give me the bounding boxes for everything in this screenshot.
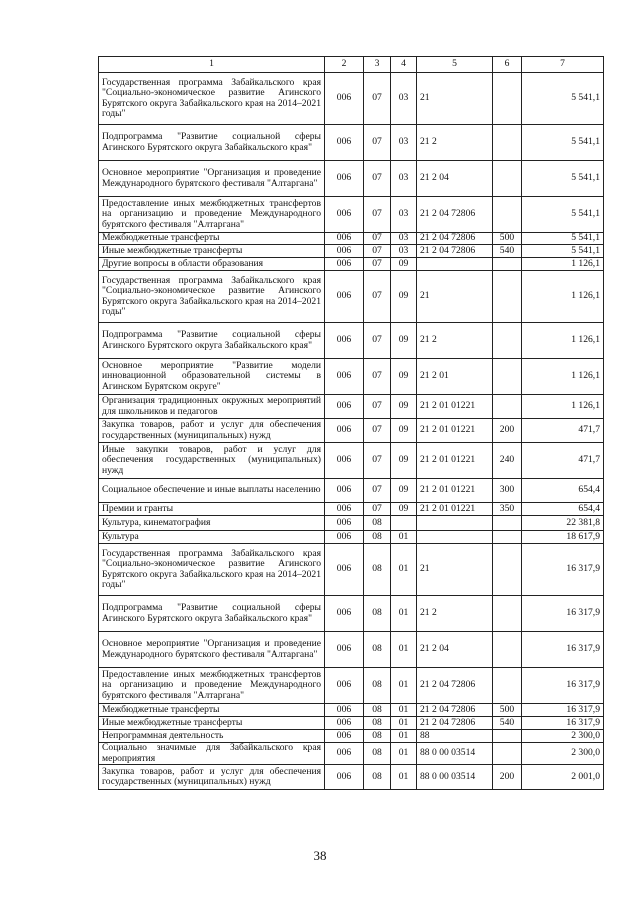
row-section: 08	[364, 730, 391, 743]
row-target-code: 21 2 01	[417, 359, 493, 395]
row-section: 08	[364, 704, 391, 717]
table-row	[99, 516, 604, 531]
row-expense-type	[493, 596, 522, 632]
row-ved: 006	[325, 271, 364, 323]
table-row	[99, 730, 604, 743]
row-target-code: 21 2 04	[417, 161, 493, 197]
table-row	[99, 323, 604, 359]
page-number: 38	[313, 848, 327, 863]
row-amount: 5 541,1	[522, 161, 604, 197]
row-target-code	[417, 258, 493, 271]
row-target-code	[417, 516, 493, 531]
row-name: Иные межбюджетные трансферты	[99, 245, 325, 258]
row-expense-type: 540	[493, 245, 522, 258]
row-target-code: 21 2	[417, 596, 493, 632]
row-target-code: 21	[417, 544, 493, 596]
table-row	[99, 258, 604, 271]
row-section: 07	[364, 125, 391, 161]
row-section: 07	[364, 503, 391, 516]
row-amount: 1 126,1	[522, 359, 604, 395]
table-row	[99, 765, 604, 790]
row-amount: 654,4	[522, 479, 604, 503]
row-subsection: 01	[391, 668, 417, 704]
row-expense-type	[493, 323, 522, 359]
row-ved: 006	[325, 479, 364, 503]
row-amount: 654,4	[522, 503, 604, 516]
row-subsection: 01	[391, 596, 417, 632]
row-ved: 006	[325, 668, 364, 704]
row-expense-type	[493, 531, 522, 544]
row-ved: 006	[325, 125, 364, 161]
row-ved: 006	[325, 516, 364, 531]
row-name: Государственная программа Забайкальского края "Социально-экономическое развитие Агинского Бурятского округа Забайкальского края на 2014–2021 годы"	[99, 271, 325, 323]
row-expense-type: 300	[493, 479, 522, 503]
row-name: Предоставление иных межбюджетных трансфертов на организацию и проведение Международного бурятского фестиваля "Алтаргана"	[99, 668, 325, 704]
row-expense-type	[493, 730, 522, 743]
row-name: Основное мероприятие "Организация и проведение Международного бурятского фестиваля "Алтаргана"	[99, 161, 325, 197]
row-amount: 5 541,1	[522, 197, 604, 233]
row-subsection: 09	[391, 271, 417, 323]
row-target-code: 21	[417, 73, 493, 125]
row-name: Предоставление иных межбюджетных трансфертов на организацию и проведение Международного бурятского фестиваля "Алтаргана"	[99, 197, 325, 233]
row-section: 07	[364, 443, 391, 479]
row-subsection: 03	[391, 125, 417, 161]
row-ved: 006	[325, 359, 364, 395]
row-ved: 006	[325, 544, 364, 596]
header-col-4: 4	[391, 57, 417, 73]
row-ved: 006	[325, 197, 364, 233]
row-amount: 1 126,1	[522, 323, 604, 359]
budget-table	[98, 56, 604, 790]
row-expense-type	[493, 271, 522, 323]
row-subsection: 03	[391, 161, 417, 197]
row-subsection: 01	[391, 730, 417, 743]
table-row	[99, 544, 604, 596]
header-col-3: 3	[364, 57, 391, 73]
row-amount: 16 317,9	[522, 668, 604, 704]
table-row	[99, 479, 604, 503]
row-ved: 006	[325, 245, 364, 258]
row-section: 07	[364, 197, 391, 233]
row-section: 07	[364, 479, 391, 503]
table-row	[99, 531, 604, 544]
row-subsection: 01	[391, 704, 417, 717]
row-name: Государственная программа Забайкальского края "Социально-экономическое развитие Агинского Бурятского округа Забайкальского края на 2014–2021 годы"	[99, 544, 325, 596]
row-target-code: 88 0 00 03514	[417, 765, 493, 790]
row-name: Межбюджетные трансферты	[99, 704, 325, 717]
row-section: 08	[364, 531, 391, 544]
row-ved: 006	[325, 632, 364, 668]
row-name: Основное мероприятие "Организация и проведение Международного бурятского фестиваля "Алтаргана"	[99, 632, 325, 668]
table-row	[99, 632, 604, 668]
row-expense-type: 500	[493, 233, 522, 245]
row-name: Другие вопросы в области образования	[99, 258, 325, 271]
row-target-code: 88	[417, 730, 493, 743]
row-subsection: 01	[391, 531, 417, 544]
row-ved: 006	[325, 161, 364, 197]
row-section: 08	[364, 596, 391, 632]
row-target-code: 21 2 04	[417, 632, 493, 668]
row-subsection: 09	[391, 503, 417, 516]
row-target-code: 21 2 04 72806	[417, 233, 493, 245]
row-amount: 1 126,1	[522, 258, 604, 271]
row-subsection: 09	[391, 258, 417, 271]
row-expense-type: 200	[493, 765, 522, 790]
row-expense-type: 240	[493, 443, 522, 479]
table-row	[99, 233, 604, 245]
row-amount: 22 381,8	[522, 516, 604, 531]
row-expense-type	[493, 73, 522, 125]
row-amount: 16 317,9	[522, 704, 604, 717]
row-name: Непрограммная деятельность	[99, 730, 325, 743]
header-col-2: 2	[325, 57, 364, 73]
row-name: Иные межбюджетные трансферты	[99, 717, 325, 730]
row-target-code: 21	[417, 271, 493, 323]
row-name: Иные закупки товаров, работ и услуг для обеспечения государственных (муниципальных) нужд	[99, 443, 325, 479]
row-section: 07	[364, 233, 391, 245]
row-expense-type	[493, 668, 522, 704]
row-section: 07	[364, 258, 391, 271]
header-col-6: 6	[493, 57, 522, 73]
row-ved: 006	[325, 730, 364, 743]
header-col-7: 7	[522, 57, 604, 73]
row-ved: 006	[325, 743, 364, 765]
row-subsection: 03	[391, 73, 417, 125]
row-subsection: 01	[391, 717, 417, 730]
row-subsection: 01	[391, 544, 417, 596]
header-col-1: 1	[99, 57, 325, 73]
table-row	[99, 503, 604, 516]
row-section: 08	[364, 516, 391, 531]
row-amount: 2 001,0	[522, 765, 604, 790]
row-ved: 006	[325, 531, 364, 544]
row-amount: 5 541,1	[522, 245, 604, 258]
row-target-code: 21 2 04 72806	[417, 717, 493, 730]
row-amount: 2 300,0	[522, 743, 604, 765]
row-section: 07	[364, 395, 391, 419]
row-expense-type	[493, 544, 522, 596]
row-ved: 006	[325, 503, 364, 516]
row-subsection: 01	[391, 743, 417, 765]
table-row	[99, 443, 604, 479]
row-subsection: 09	[391, 395, 417, 419]
row-section: 07	[364, 359, 391, 395]
row-name: Премии и гранты	[99, 503, 325, 516]
row-target-code: 21 2 01 01221	[417, 503, 493, 516]
row-name: Культура, кинематография	[99, 516, 325, 531]
row-ved: 006	[325, 395, 364, 419]
row-subsection: 09	[391, 359, 417, 395]
row-amount: 16 317,9	[522, 632, 604, 668]
row-expense-type	[493, 161, 522, 197]
row-section: 08	[364, 632, 391, 668]
row-expense-type: 540	[493, 717, 522, 730]
row-ved: 006	[325, 704, 364, 717]
row-subsection: 09	[391, 323, 417, 359]
row-target-code: 21 2 01 01221	[417, 479, 493, 503]
row-target-code: 21 2 01 01221	[417, 419, 493, 443]
table-body	[99, 73, 604, 790]
table-row	[99, 596, 604, 632]
row-ved: 006	[325, 443, 364, 479]
row-ved: 006	[325, 233, 364, 245]
row-expense-type: 350	[493, 503, 522, 516]
row-expense-type	[493, 125, 522, 161]
row-expense-type	[493, 359, 522, 395]
row-amount: 16 317,9	[522, 544, 604, 596]
row-subsection: 01	[391, 632, 417, 668]
row-expense-type	[493, 632, 522, 668]
row-ved: 006	[325, 717, 364, 730]
row-section: 08	[364, 743, 391, 765]
row-ved: 006	[325, 73, 364, 125]
row-name: Организация традиционных окружных мероприятий для школьников и педагогов	[99, 395, 325, 419]
row-amount: 471,7	[522, 419, 604, 443]
row-subsection: 03	[391, 197, 417, 233]
row-section: 08	[364, 765, 391, 790]
row-amount: 1 126,1	[522, 395, 604, 419]
row-target-code: 21 2 04 72806	[417, 704, 493, 717]
row-amount: 471,7	[522, 443, 604, 479]
row-name: Подпрограмма "Развитие социальной сферы Агинского Бурятского округа Забайкальского края"	[99, 596, 325, 632]
row-name: Основное мероприятие "Развитие модели инновационной образовательной системы в Агинском Бурятском округе"	[99, 359, 325, 395]
row-section: 07	[364, 419, 391, 443]
row-name: Культура	[99, 531, 325, 544]
row-target-code: 88 0 00 03514	[417, 743, 493, 765]
row-section: 07	[364, 73, 391, 125]
row-name: Межбюджетные трансферты	[99, 233, 325, 245]
row-target-code: 21 2 01 01221	[417, 443, 493, 479]
row-name: Подпрограмма "Развитие социальной сферы Агинского Бурятского округа Забайкальского края"	[99, 323, 325, 359]
row-target-code: 21 2 04 72806	[417, 668, 493, 704]
table-row	[99, 197, 604, 233]
row-amount: 5 541,1	[522, 73, 604, 125]
row-name: Социальное обеспечение и иные выплаты населению	[99, 479, 325, 503]
row-expense-type	[493, 743, 522, 765]
row-target-code: 21 2 01 01221	[417, 395, 493, 419]
row-target-code: 21 2	[417, 125, 493, 161]
table-row	[99, 668, 604, 704]
table-header-row	[99, 57, 604, 73]
row-expense-type	[493, 395, 522, 419]
row-ved: 006	[325, 765, 364, 790]
row-ved: 006	[325, 596, 364, 632]
row-expense-type	[493, 516, 522, 531]
table-row	[99, 271, 604, 323]
row-subsection: 09	[391, 443, 417, 479]
row-name: Государственная программа Забайкальского края "Социально-экономическое развитие Агинского Бурятского округа Забайкальского края на 2014–2021 годы"	[99, 73, 325, 125]
row-target-code: 21 2 04 72806	[417, 245, 493, 258]
row-amount: 16 317,9	[522, 717, 604, 730]
row-subsection: 09	[391, 479, 417, 503]
header-col-5: 5	[417, 57, 493, 73]
table-row	[99, 245, 604, 258]
row-name: Подпрограмма "Развитие социальной сферы Агинского Бурятского округа Забайкальского края"	[99, 125, 325, 161]
row-section: 08	[364, 544, 391, 596]
table-row	[99, 395, 604, 419]
row-amount: 5 541,1	[522, 233, 604, 245]
budget-table-sheet	[98, 56, 603, 790]
row-ved: 006	[325, 419, 364, 443]
row-target-code: 21 2 04 72806	[417, 197, 493, 233]
table-row	[99, 125, 604, 161]
table-row	[99, 704, 604, 717]
row-expense-type: 500	[493, 704, 522, 717]
row-expense-type	[493, 197, 522, 233]
row-section: 08	[364, 668, 391, 704]
row-target-code: 21 2	[417, 323, 493, 359]
row-subsection: 03	[391, 245, 417, 258]
row-ved: 006	[325, 258, 364, 271]
table-row	[99, 161, 604, 197]
row-subsection	[391, 516, 417, 531]
row-amount: 5 541,1	[522, 125, 604, 161]
row-ved: 006	[325, 323, 364, 359]
table-row	[99, 717, 604, 730]
row-target-code	[417, 531, 493, 544]
row-name: Социально значимые для Забайкальского края мероприятия	[99, 743, 325, 765]
row-amount: 1 126,1	[522, 271, 604, 323]
row-subsection: 01	[391, 765, 417, 790]
row-subsection: 09	[391, 419, 417, 443]
table-row	[99, 359, 604, 395]
table-row	[99, 419, 604, 443]
row-expense-type: 200	[493, 419, 522, 443]
row-section: 07	[364, 271, 391, 323]
table-row	[99, 743, 604, 765]
row-amount: 18 617,9	[522, 531, 604, 544]
table-row	[99, 73, 604, 125]
row-name: Закупка товаров, работ и услуг для обеспечения государственных (муниципальных) нужд	[99, 419, 325, 443]
row-name: Закупка товаров, работ и услуг для обеспечения государственных (муниципальных) нужд	[99, 765, 325, 790]
row-subsection: 03	[391, 233, 417, 245]
row-section: 07	[364, 161, 391, 197]
row-amount: 2 300,0	[522, 730, 604, 743]
row-section: 08	[364, 717, 391, 730]
row-amount: 16 317,9	[522, 596, 604, 632]
row-expense-type	[493, 258, 522, 271]
row-section: 07	[364, 245, 391, 258]
row-section: 07	[364, 323, 391, 359]
